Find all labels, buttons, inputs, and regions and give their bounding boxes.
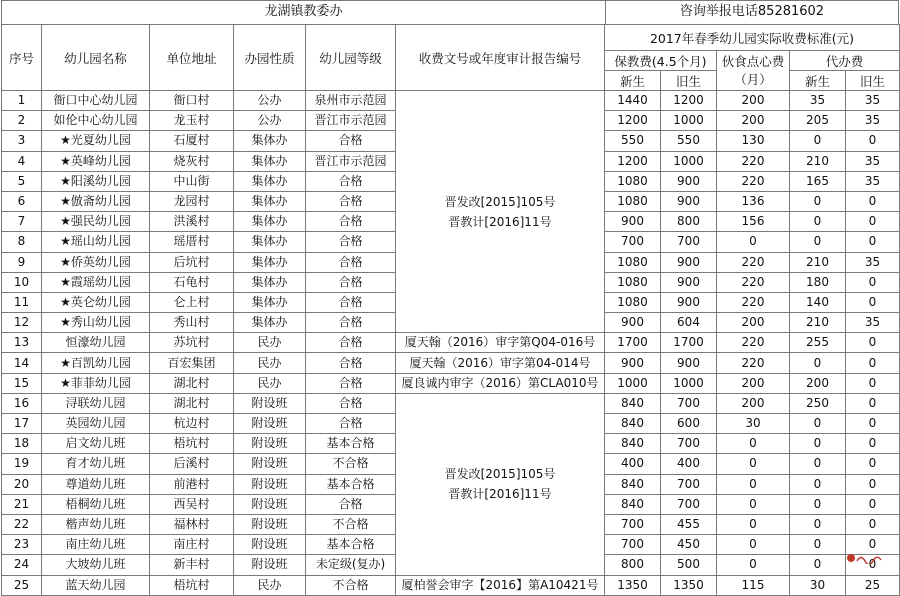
site-watermark-icon — [846, 552, 886, 564]
cell-grade: 基本合格 — [306, 535, 396, 555]
cell-baojiao-old: 800 — [661, 212, 717, 232]
cell-name: 浔联幼儿园 — [42, 393, 150, 413]
cell-baojiao-old: 700 — [661, 393, 717, 413]
cell-daiban-new: 35 — [790, 91, 846, 111]
cell-daiban-old: 0 — [846, 373, 900, 393]
cell-baojiao-new: 1080 — [605, 292, 661, 312]
cell-food: 136 — [717, 191, 790, 211]
cell-grade: 晋江市示范园 — [306, 111, 396, 131]
cell-food: 130 — [717, 131, 790, 151]
cell-baojiao-old: 700 — [661, 494, 717, 514]
cell-grade: 合格 — [306, 212, 396, 232]
cell-baojiao-new: 400 — [605, 454, 661, 474]
cell-grade: 合格 — [306, 252, 396, 272]
cell-food: 0 — [717, 514, 790, 534]
cell-grade: 晋江市示范园 — [306, 151, 396, 171]
cell-name: ★侨英幼儿园 — [42, 252, 150, 272]
cell-baojiao-old: 500 — [661, 555, 717, 575]
cell-name: 尊道幼儿班 — [42, 474, 150, 494]
cell-daiban-old: 0 — [846, 353, 900, 373]
cell-addr: 仑上村 — [150, 292, 234, 312]
cell-name: ★霞瑶幼儿园 — [42, 272, 150, 292]
cell-baojiao-old: 900 — [661, 353, 717, 373]
cell-idx: 7 — [2, 212, 42, 232]
cell-baojiao-old: 700 — [661, 434, 717, 454]
cell-nature: 集体办 — [234, 212, 306, 232]
cell-name: 启文幼儿班 — [42, 434, 150, 454]
cell-baojiao-new: 1000 — [605, 373, 661, 393]
cell-idx: 18 — [2, 434, 42, 454]
cell-food: 220 — [717, 171, 790, 191]
cell-food: 220 — [717, 292, 790, 312]
fee-table-document — [1, 0, 899, 596]
cell-doc: 厦良诚内审字（2016）第CLA010号 — [396, 373, 605, 393]
hotline: 咨询举报电话85281602 — [679, 4, 825, 19]
cell-daiban-old: 0 — [846, 414, 900, 434]
cell-name: ★秀山幼儿园 — [42, 313, 150, 333]
cell-grade: 合格 — [306, 292, 396, 312]
cell-addr: 后坑村 — [150, 252, 234, 272]
cell-daiban-new: 0 — [790, 474, 846, 494]
cell-food: 200 — [717, 373, 790, 393]
cell-daiban-new: 140 — [790, 292, 846, 312]
org-name: 龙湖镇教委办 — [2, 1, 606, 24]
table-row — [2, 353, 900, 373]
cell-baojiao-new: 1200 — [605, 151, 661, 171]
cell-grade: 基本合格 — [306, 474, 396, 494]
cell-daiban-new: 0 — [790, 434, 846, 454]
cell-name: ★强民幼儿园 — [42, 212, 150, 232]
cell-baojiao-old: 700 — [661, 474, 717, 494]
cell-addr: 苏坑村 — [150, 333, 234, 353]
cell-daiban-old: 35 — [846, 171, 900, 191]
cell-food: 0 — [717, 434, 790, 454]
cell-idx: 4 — [2, 151, 42, 171]
cell-name: 英园幼儿园 — [42, 414, 150, 434]
cell-name: ★阳溪幼儿园 — [42, 171, 150, 191]
cell-grade: 合格 — [306, 171, 396, 191]
cell-grade: 未定级(复办) — [306, 555, 396, 575]
cell-baojiao-old: 1200 — [661, 91, 717, 111]
cell-baojiao-new: 900 — [605, 353, 661, 373]
cell-baojiao-new: 1200 — [605, 111, 661, 131]
cell-addr: 中山街 — [150, 171, 234, 191]
cell-food: 0 — [717, 454, 790, 474]
cell-grade: 合格 — [306, 373, 396, 393]
cell-name: ★菲菲幼儿园 — [42, 373, 150, 393]
cell-daiban-new: 0 — [790, 232, 846, 252]
cell-idx: 9 — [2, 252, 42, 272]
cell-name: 楷声幼儿班 — [42, 514, 150, 534]
cell-addr: 龙玉村 — [150, 111, 234, 131]
cell-grade: 合格 — [306, 393, 396, 413]
col-nature: 办园性质 — [234, 25, 306, 91]
cell-addr: 前港村 — [150, 474, 234, 494]
cell-baojiao-new: 900 — [605, 212, 661, 232]
cell-idx: 15 — [2, 373, 42, 393]
cell-nature: 附设班 — [234, 414, 306, 434]
cell-daiban-new: 210 — [790, 252, 846, 272]
cell-food: 200 — [717, 313, 790, 333]
cell-food: 220 — [717, 252, 790, 272]
cell-nature: 民办 — [234, 353, 306, 373]
cell-daiban-old: 0 — [846, 555, 900, 575]
cell-idx: 16 — [2, 393, 42, 413]
cell-daiban-new: 210 — [790, 313, 846, 333]
cell-nature: 民办 — [234, 575, 306, 595]
cell-daiban-new: 250 — [790, 393, 846, 413]
cell-baojiao-old: 900 — [661, 191, 717, 211]
cell-food: 200 — [717, 91, 790, 111]
cell-addr: 洪溪村 — [150, 212, 234, 232]
cell-food: 0 — [717, 474, 790, 494]
cell-baojiao-old: 450 — [661, 535, 717, 555]
cell-nature: 公办 — [234, 111, 306, 131]
cell-nature: 民办 — [234, 333, 306, 353]
cell-addr: 梧坑村 — [150, 434, 234, 454]
cell-idx: 2 — [2, 111, 42, 131]
cell-daiban-old: 25 — [846, 575, 900, 595]
cell-nature: 集体办 — [234, 252, 306, 272]
cell-baojiao-new: 1080 — [605, 191, 661, 211]
col-grade: 幼儿园等级 — [306, 25, 396, 91]
cell-addr: 后溪村 — [150, 454, 234, 474]
fee-table — [1, 24, 900, 596]
cell-idx: 24 — [2, 555, 42, 575]
cell-nature: 集体办 — [234, 292, 306, 312]
cell-name: ★光夏幼儿园 — [42, 131, 150, 151]
cell-nature: 集体办 — [234, 191, 306, 211]
cell-daiban-new: 0 — [790, 212, 846, 232]
cell-baojiao-new: 840 — [605, 414, 661, 434]
cell-name: 衙口中心幼儿园 — [42, 91, 150, 111]
cell-addr: 石龟村 — [150, 272, 234, 292]
cell-daiban-old: 35 — [846, 91, 900, 111]
cell-name: ★百凯幼儿园 — [42, 353, 150, 373]
cell-daiban-old: 0 — [846, 191, 900, 211]
cell-addr: 烧灰村 — [150, 151, 234, 171]
col-baojiao-old: 旧生 — [661, 71, 717, 91]
cell-daiban-new: 255 — [790, 333, 846, 353]
cell-baojiao-new: 550 — [605, 131, 661, 151]
table-row — [2, 575, 900, 595]
cell-nature: 集体办 — [234, 232, 306, 252]
cell-nature: 集体办 — [234, 151, 306, 171]
cell-food: 156 — [717, 212, 790, 232]
cell-nature: 民办 — [234, 373, 306, 393]
table-header — [2, 25, 900, 91]
cell-food: 220 — [717, 333, 790, 353]
cell-baojiao-old: 455 — [661, 514, 717, 534]
col-baojiao-new: 新生 — [605, 71, 661, 91]
cell-idx: 13 — [2, 333, 42, 353]
cell-food: 200 — [717, 111, 790, 131]
cell-daiban-new: 0 — [790, 555, 846, 575]
cell-baojiao-old: 900 — [661, 292, 717, 312]
cell-food: 0 — [717, 494, 790, 514]
cell-daiban-old: 0 — [846, 292, 900, 312]
cell-idx: 17 — [2, 414, 42, 434]
cell-food: 30 — [717, 414, 790, 434]
cell-nature: 集体办 — [234, 313, 306, 333]
cell-daiban-old: 35 — [846, 313, 900, 333]
cell-nature: 附设班 — [234, 434, 306, 454]
cell-addr: 百宏集团 — [150, 353, 234, 373]
cell-food: 0 — [717, 232, 790, 252]
cell-baojiao-old: 1000 — [661, 151, 717, 171]
col-food: 伙食点心费（月） — [717, 51, 790, 91]
table-row — [2, 333, 900, 353]
cell-daiban-old: 0 — [846, 333, 900, 353]
cell-nature: 附设班 — [234, 474, 306, 494]
cell-daiban-old: 35 — [846, 252, 900, 272]
cell-addr: 杭边村 — [150, 414, 234, 434]
cell-daiban-old: 0 — [846, 434, 900, 454]
cell-daiban-old: 0 — [846, 494, 900, 514]
cell-grade: 合格 — [306, 333, 396, 353]
cell-baojiao-new: 840 — [605, 434, 661, 454]
cell-baojiao-old: 900 — [661, 252, 717, 272]
cell-food: 0 — [717, 535, 790, 555]
cell-name: 南庄幼儿班 — [42, 535, 150, 555]
cell-daiban-new: 0 — [790, 454, 846, 474]
cell-daiban-old: 0 — [846, 131, 900, 151]
cell-addr: 梧坑村 — [150, 575, 234, 595]
cell-baojiao-old: 550 — [661, 131, 717, 151]
cell-idx: 8 — [2, 232, 42, 252]
cell-addr: 福林村 — [150, 514, 234, 534]
cell-addr: 秀山村 — [150, 313, 234, 333]
cell-grade: 不合格 — [306, 514, 396, 534]
cell-grade: 泉州市示范园 — [306, 91, 396, 111]
cell-baojiao-old: 700 — [661, 232, 717, 252]
cell-name: ★英峰幼儿园 — [42, 151, 150, 171]
cell-food: 0 — [717, 555, 790, 575]
cell-daiban-new: 0 — [790, 131, 846, 151]
cell-idx: 23 — [2, 535, 42, 555]
table-row — [2, 393, 900, 413]
cell-nature: 集体办 — [234, 131, 306, 151]
cell-idx: 20 — [2, 474, 42, 494]
cell-baojiao-old: 1700 — [661, 333, 717, 353]
cell-addr: 湖北村 — [150, 373, 234, 393]
cell-baojiao-new: 900 — [605, 313, 661, 333]
cell-nature: 附设班 — [234, 514, 306, 534]
cell-nature: 附设班 — [234, 555, 306, 575]
cell-addr: 南庄村 — [150, 535, 234, 555]
cell-nature: 公办 — [234, 91, 306, 111]
cell-grade: 合格 — [306, 353, 396, 373]
cell-addr: 龙园村 — [150, 191, 234, 211]
cell-idx: 6 — [2, 191, 42, 211]
cell-grade: 合格 — [306, 131, 396, 151]
cell-baojiao-old: 900 — [661, 272, 717, 292]
cell-nature: 集体办 — [234, 272, 306, 292]
col-daiban: 代办费 — [790, 51, 900, 71]
cell-addr: 湖北村 — [150, 393, 234, 413]
cell-daiban-old: 0 — [846, 474, 900, 494]
cell-daiban-new: 0 — [790, 353, 846, 373]
cell-food: 115 — [717, 575, 790, 595]
cell-idx: 3 — [2, 131, 42, 151]
cell-grade: 不合格 — [306, 575, 396, 595]
cell-daiban-new: 165 — [790, 171, 846, 191]
cell-idx: 1 — [2, 91, 42, 111]
cell-baojiao-old: 1000 — [661, 373, 717, 393]
cell-daiban-old: 0 — [846, 272, 900, 292]
cell-daiban-new: 200 — [790, 373, 846, 393]
cell-doc: 厦天翰（2016）审字第04-014号 — [396, 353, 605, 373]
cell-name: ★倣斋幼儿园 — [42, 191, 150, 211]
cell-grade: 合格 — [306, 272, 396, 292]
cell-baojiao-new: 1080 — [605, 272, 661, 292]
table-body — [2, 91, 900, 596]
cell-baojiao-old: 600 — [661, 414, 717, 434]
cell-idx: 10 — [2, 272, 42, 292]
cell-baojiao-old: 400 — [661, 454, 717, 474]
cell-nature: 附设班 — [234, 535, 306, 555]
cell-doc: 晋发改[2015]105号 晋教计[2016]11号 — [396, 91, 605, 333]
col-doc: 收费文号或年度审计报告编号 — [396, 25, 605, 91]
cell-baojiao-new: 840 — [605, 474, 661, 494]
cell-idx: 12 — [2, 313, 42, 333]
cell-grade: 合格 — [306, 414, 396, 434]
cell-baojiao-new: 700 — [605, 535, 661, 555]
cell-idx: 5 — [2, 171, 42, 191]
cell-baojiao-new: 700 — [605, 514, 661, 534]
cell-grade: 合格 — [306, 191, 396, 211]
title-bar — [1, 0, 899, 24]
cell-baojiao-new: 800 — [605, 555, 661, 575]
cell-food: 220 — [717, 353, 790, 373]
table-row — [2, 91, 900, 111]
cell-addr: 瑶厝村 — [150, 232, 234, 252]
col-standard: 2017年春季幼儿园实际收费标准(元) — [605, 25, 900, 51]
cell-grade: 合格 — [306, 494, 396, 514]
cell-addr: 石厦村 — [150, 131, 234, 151]
cell-doc: 厦柏誉会审字【2016】第A10421号 — [396, 575, 605, 595]
cell-name: ★瑶山幼儿园 — [42, 232, 150, 252]
cell-baojiao-old: 1350 — [661, 575, 717, 595]
cell-addr: 衙口村 — [150, 91, 234, 111]
cell-name: 蓝天幼儿园 — [42, 575, 150, 595]
cell-grade: 基本合格 — [306, 434, 396, 454]
cell-name: ★英仑幼儿园 — [42, 292, 150, 312]
cell-baojiao-new: 1080 — [605, 171, 661, 191]
cell-daiban-old: 0 — [846, 232, 900, 252]
col-daiban-old: 旧生 — [846, 71, 900, 91]
cell-baojiao-new: 1440 — [605, 91, 661, 111]
cell-grade: 合格 — [306, 313, 396, 333]
col-name: 幼儿园名称 — [42, 25, 150, 91]
cell-nature: 附设班 — [234, 494, 306, 514]
cell-baojiao-new: 840 — [605, 393, 661, 413]
cell-food: 220 — [717, 272, 790, 292]
table-row — [2, 373, 900, 393]
cell-baojiao-new: 1080 — [605, 252, 661, 272]
cell-daiban-old: 35 — [846, 151, 900, 171]
cell-baojiao-new: 1350 — [605, 575, 661, 595]
cell-daiban-new: 0 — [790, 535, 846, 555]
cell-nature: 附设班 — [234, 454, 306, 474]
cell-idx: 19 — [2, 454, 42, 474]
cell-daiban-old: 0 — [846, 212, 900, 232]
cell-name: 如伦中心幼儿园 — [42, 111, 150, 131]
cell-baojiao-new: 1700 — [605, 333, 661, 353]
col-baojiao: 保教费(4.5个月) — [605, 51, 717, 71]
cell-addr: 西吴村 — [150, 494, 234, 514]
col-idx: 序号 — [2, 25, 42, 91]
cell-daiban-old: 0 — [846, 393, 900, 413]
cell-daiban-new: 30 — [790, 575, 846, 595]
cell-name: 育才幼儿班 — [42, 454, 150, 474]
cell-daiban-new: 0 — [790, 414, 846, 434]
cell-idx: 11 — [2, 292, 42, 312]
col-daiban-new: 新生 — [790, 71, 846, 91]
cell-doc: 厦天翰（2016）审字第Q04-016号 — [396, 333, 605, 353]
cell-nature: 集体办 — [234, 171, 306, 191]
cell-daiban-old: 0 — [846, 454, 900, 474]
cell-daiban-old: 35 — [846, 111, 900, 131]
cell-daiban-new: 0 — [790, 514, 846, 534]
cell-daiban-new: 205 — [790, 111, 846, 131]
cell-food: 220 — [717, 151, 790, 171]
cell-name: 大坡幼儿班 — [42, 555, 150, 575]
cell-daiban-new: 0 — [790, 494, 846, 514]
cell-doc: 晋发改[2015]105号 晋教计[2016]11号 — [396, 393, 605, 575]
cell-name: 恒濠幼儿园 — [42, 333, 150, 353]
cell-daiban-new: 210 — [790, 151, 846, 171]
cell-baojiao-old: 1000 — [661, 111, 717, 131]
col-addr: 单位地址 — [150, 25, 234, 91]
cell-baojiao-new: 840 — [605, 494, 661, 514]
cell-daiban-old: 0 — [846, 535, 900, 555]
cell-idx: 25 — [2, 575, 42, 595]
cell-grade: 不合格 — [306, 454, 396, 474]
cell-baojiao-new: 700 — [605, 232, 661, 252]
cell-grade: 合格 — [306, 232, 396, 252]
cell-baojiao-old: 604 — [661, 313, 717, 333]
cell-daiban-new: 0 — [790, 191, 846, 211]
cell-idx: 21 — [2, 494, 42, 514]
cell-name: 梧桐幼儿班 — [42, 494, 150, 514]
cell-addr: 新丰村 — [150, 555, 234, 575]
cell-idx: 14 — [2, 353, 42, 373]
cell-baojiao-old: 900 — [661, 171, 717, 191]
cell-idx: 22 — [2, 514, 42, 534]
cell-daiban-old: 0 — [846, 514, 900, 534]
cell-daiban-new: 180 — [790, 272, 846, 292]
cell-nature: 附设班 — [234, 393, 306, 413]
cell-food: 200 — [717, 393, 790, 413]
